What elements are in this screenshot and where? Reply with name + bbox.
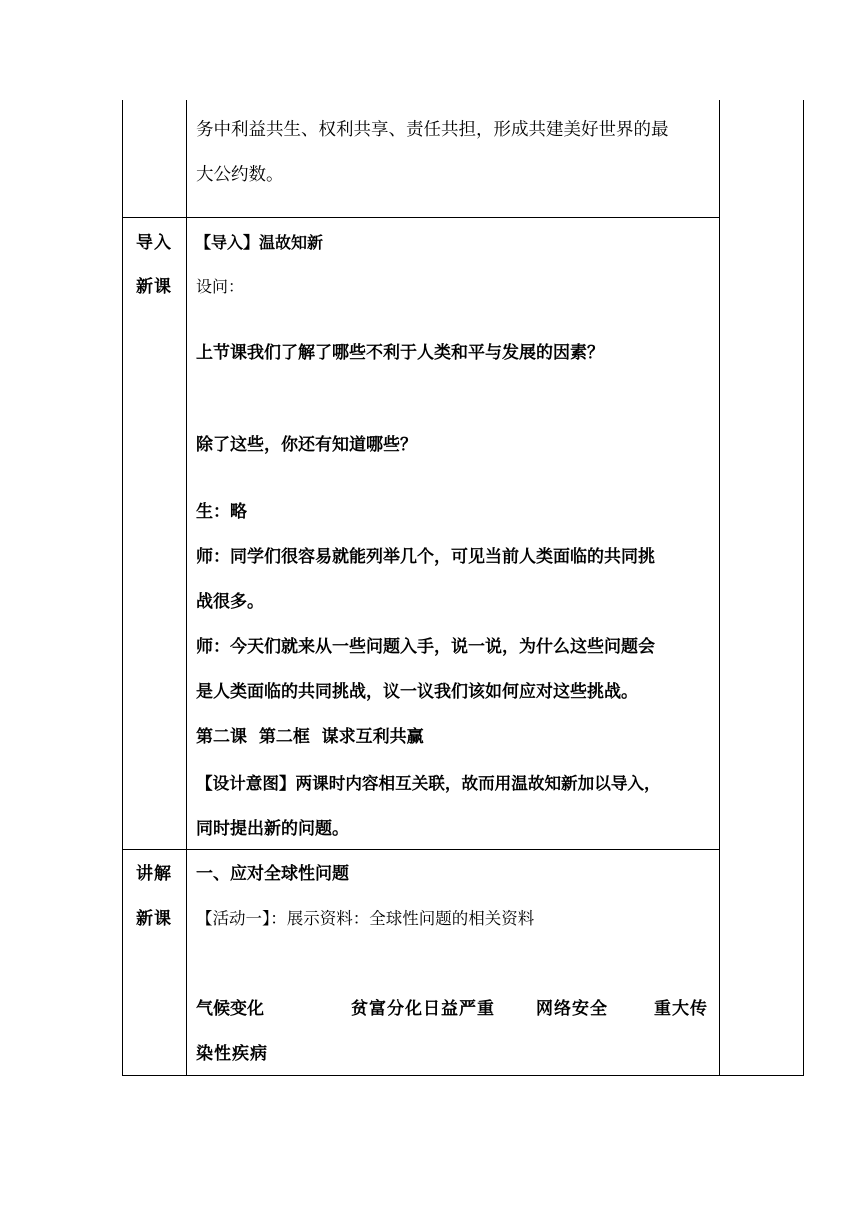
- global-issue-item: 染性疾病: [196, 1044, 268, 1064]
- intro-question: 上节课我们了解了哪些不利于人类和平与发展的因素？: [196, 343, 604, 363]
- continued-text-line: 务中利益共生、权利共享、责任共担，形成共建美好世界的最: [196, 120, 669, 140]
- table-bottom-border: [122, 1075, 804, 1076]
- teacher-remark: 是人类面临的共同挑战，议一议我们该如何应对这些挑战。: [196, 682, 638, 702]
- intro-question: 除了这些，你还有知道哪些？: [196, 435, 417, 455]
- section-heading: 一、应对全球性问题: [196, 864, 349, 884]
- teacher-remark: 战很多。: [196, 592, 264, 612]
- row-label-explain: 新课: [136, 909, 172, 929]
- teacher-remark: 师：今天们就来从一些问题入手，说一说，为什么这些问题会: [196, 637, 655, 657]
- row-label-intro: 导入: [136, 233, 172, 253]
- intro-ask: 设问：: [196, 277, 245, 296]
- intro-heading: 【导入】温故知新: [195, 233, 324, 252]
- global-issue-item: 贫富分化日益严重: [351, 999, 495, 1019]
- lesson-title: 第二课 第二框 谋求互利共赢: [196, 727, 424, 747]
- activity-title: 【活动一】：展示资料：全球性问题的相关资料: [196, 909, 535, 928]
- global-issue-item: 气候变化: [196, 999, 264, 1019]
- continued-text-line: 大公约数。: [196, 165, 284, 185]
- row-divider-top: [122, 217, 719, 218]
- design-intent: 同时提出新的问题。: [196, 819, 349, 839]
- table-left-border: [122, 100, 123, 1076]
- global-issue-item: 重大传: [654, 999, 708, 1019]
- column-divider-content: [719, 100, 720, 1076]
- teacher-remark: 师：同学们很容易就能列举几个，可见当前人类面临的共同挑: [196, 547, 655, 567]
- table-right-border: [803, 100, 804, 1076]
- global-issue-item: 网络安全: [536, 999, 608, 1019]
- row-divider-middle: [122, 849, 719, 850]
- column-divider-label: [186, 100, 187, 1076]
- design-intent: 【设计意图】两课时内容相互关联，故而用温故知新加以导入，: [196, 774, 661, 793]
- student-answer: 生：略: [196, 502, 247, 522]
- row-label-intro: 新课: [136, 277, 172, 297]
- row-label-explain: 讲解: [136, 864, 172, 884]
